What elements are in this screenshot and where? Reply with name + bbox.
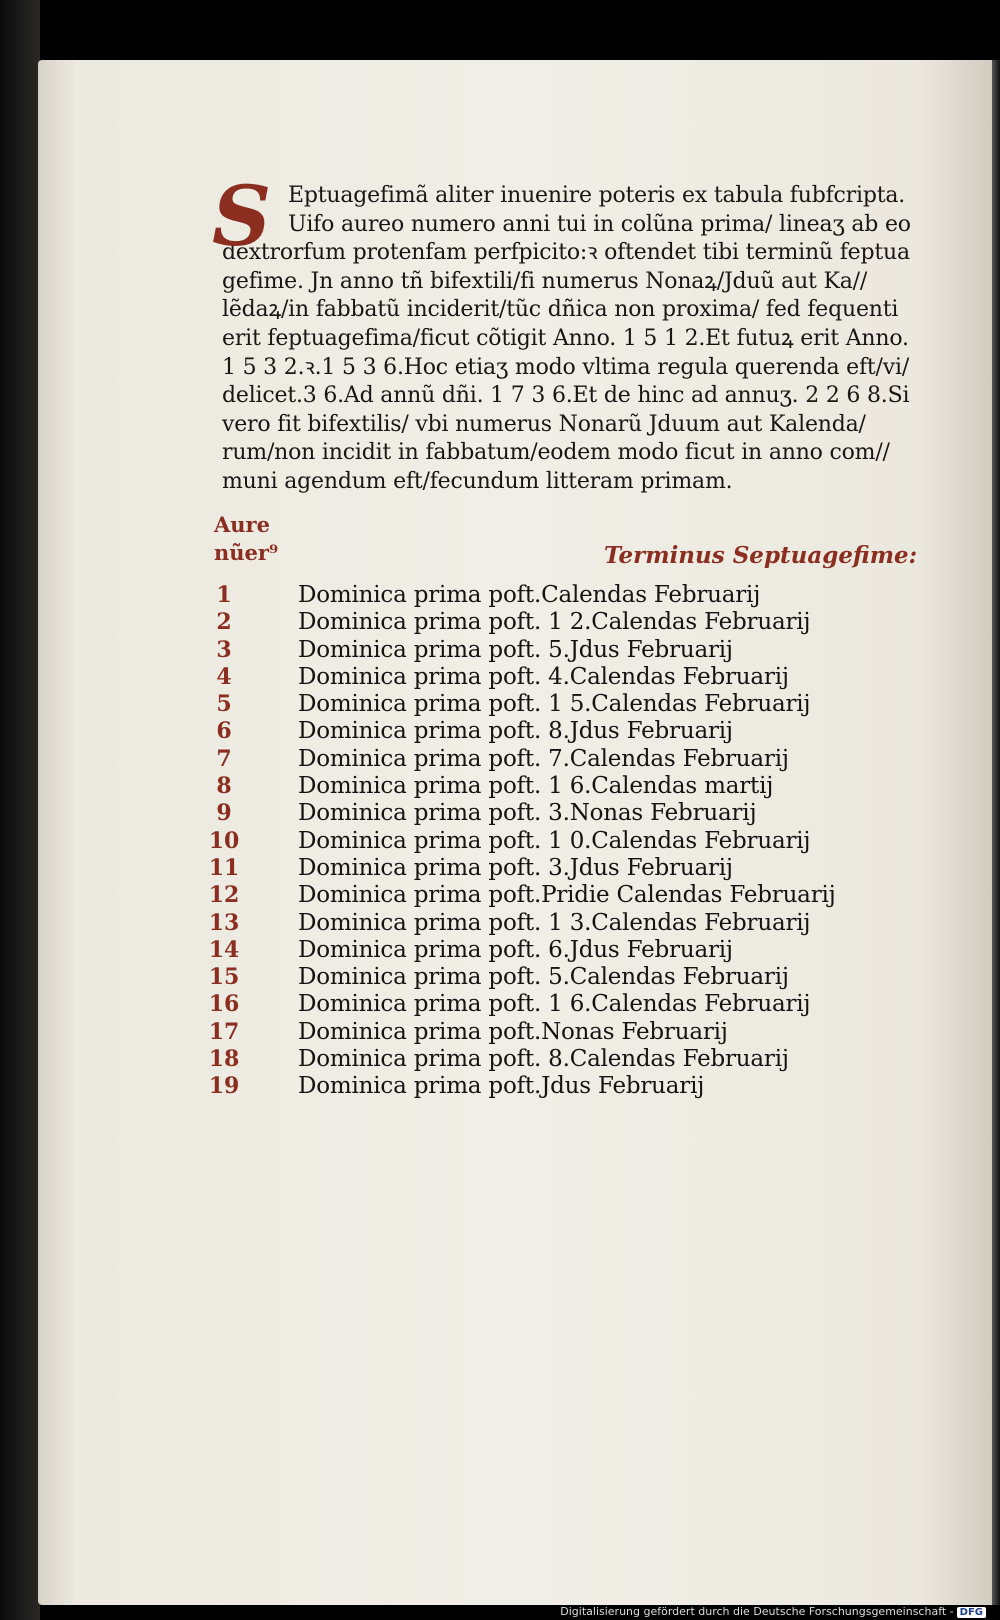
golden-number: 16 — [208, 991, 240, 1018]
golden-number: 13 — [208, 909, 240, 936]
terminus-entry: Dominica prima poft. 4.Calendas Februarij — [298, 663, 789, 690]
intro-line: lẽdaꝝ/in fabbatũ inciderit/tũc dñica non proxima/ fed fequenti — [222, 297, 899, 323]
terminus-entry: Dominica prima poft.Calendas Februarij — [298, 582, 761, 608]
terminus-entry: Dominica prima poft. 3.Jdus Februarij — [298, 854, 733, 881]
dfg-logo: DFG — [957, 1607, 986, 1618]
table-row — [200, 582, 960, 609]
golden-number: 6 — [216, 718, 232, 745]
golden-number: 9 — [216, 800, 232, 827]
table-row — [200, 1046, 960, 1073]
column-header-aurei: Aure — [214, 512, 270, 537]
terminus-entry: Dominica prima poft. 1 5.Calendas Februarij — [298, 691, 811, 718]
golden-number: 15 — [208, 964, 240, 991]
intro-line: gefime. Jn anno tñ bifextili/fi numerus Nonaꝝ/Jduũ aut Ka// — [222, 268, 868, 294]
intro-line: Eptuagefimã aliter inuenire poteris ex tabula fubfcripta. — [288, 183, 906, 208]
septuagesima-table — [200, 582, 960, 1101]
table-row — [200, 664, 960, 691]
golden-number: 18 — [208, 1046, 240, 1073]
intro-line: 1 5 3 2.ꝛ.1 5 3 6.Hoc etiaʒ modo vltima regula querenda eft/vi/ — [222, 354, 910, 380]
terminus-entry: Dominica prima poft. 3.Nonas Februarij — [298, 800, 757, 827]
terminus-entry: Dominica prima poft. 1 2.Calendas Februarij — [298, 609, 811, 636]
intro-line: rum/non incidit in fabbatum/eodem modo ficut in anno com// — [222, 440, 890, 466]
table-row — [200, 882, 960, 909]
table-row — [200, 718, 960, 745]
page-edge-shadow — [992, 60, 1000, 1605]
golden-number: 17 — [208, 1018, 240, 1045]
intro-paragraph — [212, 169, 952, 497]
golden-number: 7 — [216, 745, 232, 772]
drop-cap-initial: S — [212, 169, 272, 265]
terminus-entry: Dominica prima poft.Pridie Calendas Februarij — [298, 882, 836, 909]
table-row — [200, 1073, 960, 1100]
intro-line: Uifo aureo numero anni tui in colũna prima/ lineaʒ ab eo — [288, 211, 911, 237]
table-row — [200, 828, 960, 855]
intro-line: dextrorfum protenfam perfpicito:ꝛ oftendet tibi terminũ feptua — [222, 240, 910, 266]
terminus-entry: Dominica prima poft. 8.Jdus Februarij — [298, 718, 733, 745]
table-row — [200, 1019, 960, 1046]
table-row — [200, 991, 960, 1018]
digitization-credit — [560, 1605, 986, 1618]
golden-number: 11 — [208, 854, 240, 881]
table-row — [200, 637, 960, 664]
table-row — [200, 773, 960, 800]
terminus-entry: Dominica prima poft. 7.Calendas Februarij — [298, 745, 789, 772]
terminus-entry: Dominica prima poft.Jdus Februarij — [298, 1073, 705, 1100]
table-row — [200, 964, 960, 991]
intro-line: vero fit bifextilis/ vbi numerus Nonarũ Jduum aut Kalenda/ — [222, 411, 866, 437]
terminus-entry: Dominica prima poft. 1 6.Calendas martij — [298, 773, 774, 800]
golden-number: 3 — [216, 636, 232, 663]
table-row — [200, 937, 960, 964]
golden-number: 19 — [208, 1073, 240, 1100]
terminus-entry: Dominica prima poft. 1 3.Calendas Februarij — [298, 909, 811, 936]
column-header-numerus: nũer⁹ — [214, 540, 279, 565]
intro-line: erit feptuagefima/ficut cõtigit Anno. 1 5 1 2.Et futuꝝ erit Anno. — [222, 325, 909, 351]
book-spine — [0, 0, 40, 1620]
golden-number: 12 — [208, 882, 240, 909]
golden-number: 14 — [208, 936, 240, 963]
terminus-entry: Dominica prima poft. 5.Jdus Februarij — [298, 636, 733, 663]
table-row — [200, 855, 960, 882]
table-row — [200, 910, 960, 937]
golden-number: 5 — [216, 691, 232, 718]
golden-number: 1 — [216, 582, 232, 608]
golden-number: 8 — [216, 773, 232, 800]
golden-number: 2 — [216, 609, 232, 636]
terminus-entry: Dominica prima poft. 5.Calendas Februarij — [298, 964, 789, 991]
table-row — [200, 691, 960, 718]
golden-number: 10 — [208, 827, 240, 854]
credit-text: Digitalisierung gefördert durch die Deutsche Forschungsgemeinschaft - — [560, 1605, 954, 1618]
column-header-terminus: Terminus Septuagefime: — [604, 542, 918, 569]
table-row — [200, 609, 960, 636]
golden-number: 4 — [216, 663, 232, 690]
terminus-entry: Dominica prima poft. 1 0.Calendas Februarij — [298, 827, 811, 854]
terminus-entry: Dominica prima poft.Nonas Februarij — [298, 1018, 728, 1045]
intro-line: delicet.3 6.Ad annũ dñi. 1 7 3 6.Et de hinc ad annuʒ. 2 2 6 8.Si — [222, 383, 910, 409]
terminus-entry: Dominica prima poft. 1 6.Calendas Februarij — [298, 991, 811, 1018]
table-row — [200, 800, 960, 827]
terminus-entry: Dominica prima poft. 6.Jdus Februarij — [298, 936, 733, 963]
intro-line: muni agendum eft/fecundum litteram primam. — [222, 468, 733, 494]
table-row — [200, 746, 960, 773]
terminus-entry: Dominica prima poft. 8.Calendas Februarij — [298, 1046, 789, 1073]
